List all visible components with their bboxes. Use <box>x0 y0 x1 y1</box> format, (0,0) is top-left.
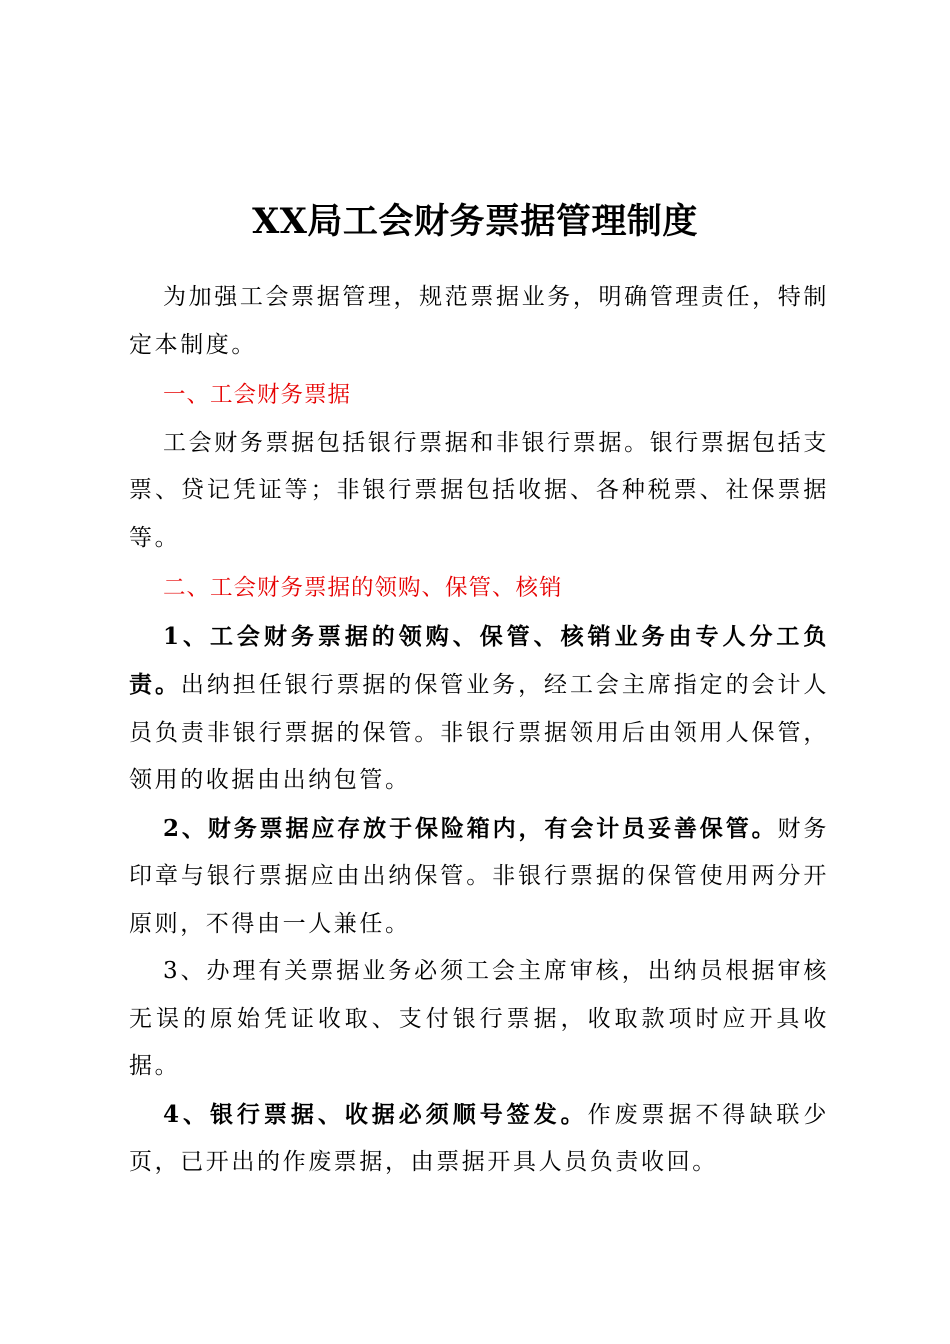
document-body <box>129 274 829 1187</box>
item-2-text: 财务印章与银行票据应由出纳保管。非银行票据的保管使用两分开原则，不得由一人兼任。 <box>129 815 829 937</box>
intro-paragraph: 为加强工会票据管理，规范票据业务，明确管理责任，特制定本制度。 <box>129 284 829 358</box>
section-1-paragraph: 工会财务票据包括银行票据和非银行票据。银行票据包括支票、贷记凭证等；非银行票据包括收据、各种税票、社保票据等。 <box>129 429 829 551</box>
item-1-paragraph <box>129 613 829 805</box>
section-2-heading: 二、工会财务票据的领购、保管、核销 <box>163 575 563 601</box>
item-2-paragraph <box>129 805 829 949</box>
item-4-paragraph <box>129 1091 829 1187</box>
item-2-lead: 2、财务票据应存放于保险箱内，有会计员妥善保管。 <box>163 814 778 842</box>
item-1-text: 出纳担任银行票据的保管业务，经工会主席指定的会计人员负责非银行票据的保管。非银行票据领用后由领用人保管，领用的收据由出纳包管。 <box>129 672 830 793</box>
item-4-lead: 4、银行票据、收据必须顺号签发。 <box>163 1100 588 1128</box>
document-title: XX局工会财务票据管理制度 <box>252 201 698 242</box>
item-3-paragraph: 3、办理有关票据业务必须工会主席审核，出纳员根据审核无误的原始凭证收取、支付银行票据，收取款项时应开具收据。 <box>129 958 829 1079</box>
item-4-text: 作废票据不得缺联少页，已开出的作废票据，由票据开具人员负责收回。 <box>129 1101 829 1175</box>
item-1-lead: 1、工会财务票据的领购、保管、核销业务由专人分工负责。 <box>129 622 829 698</box>
section-1-heading: 一、工会财务票据 <box>163 382 352 408</box>
